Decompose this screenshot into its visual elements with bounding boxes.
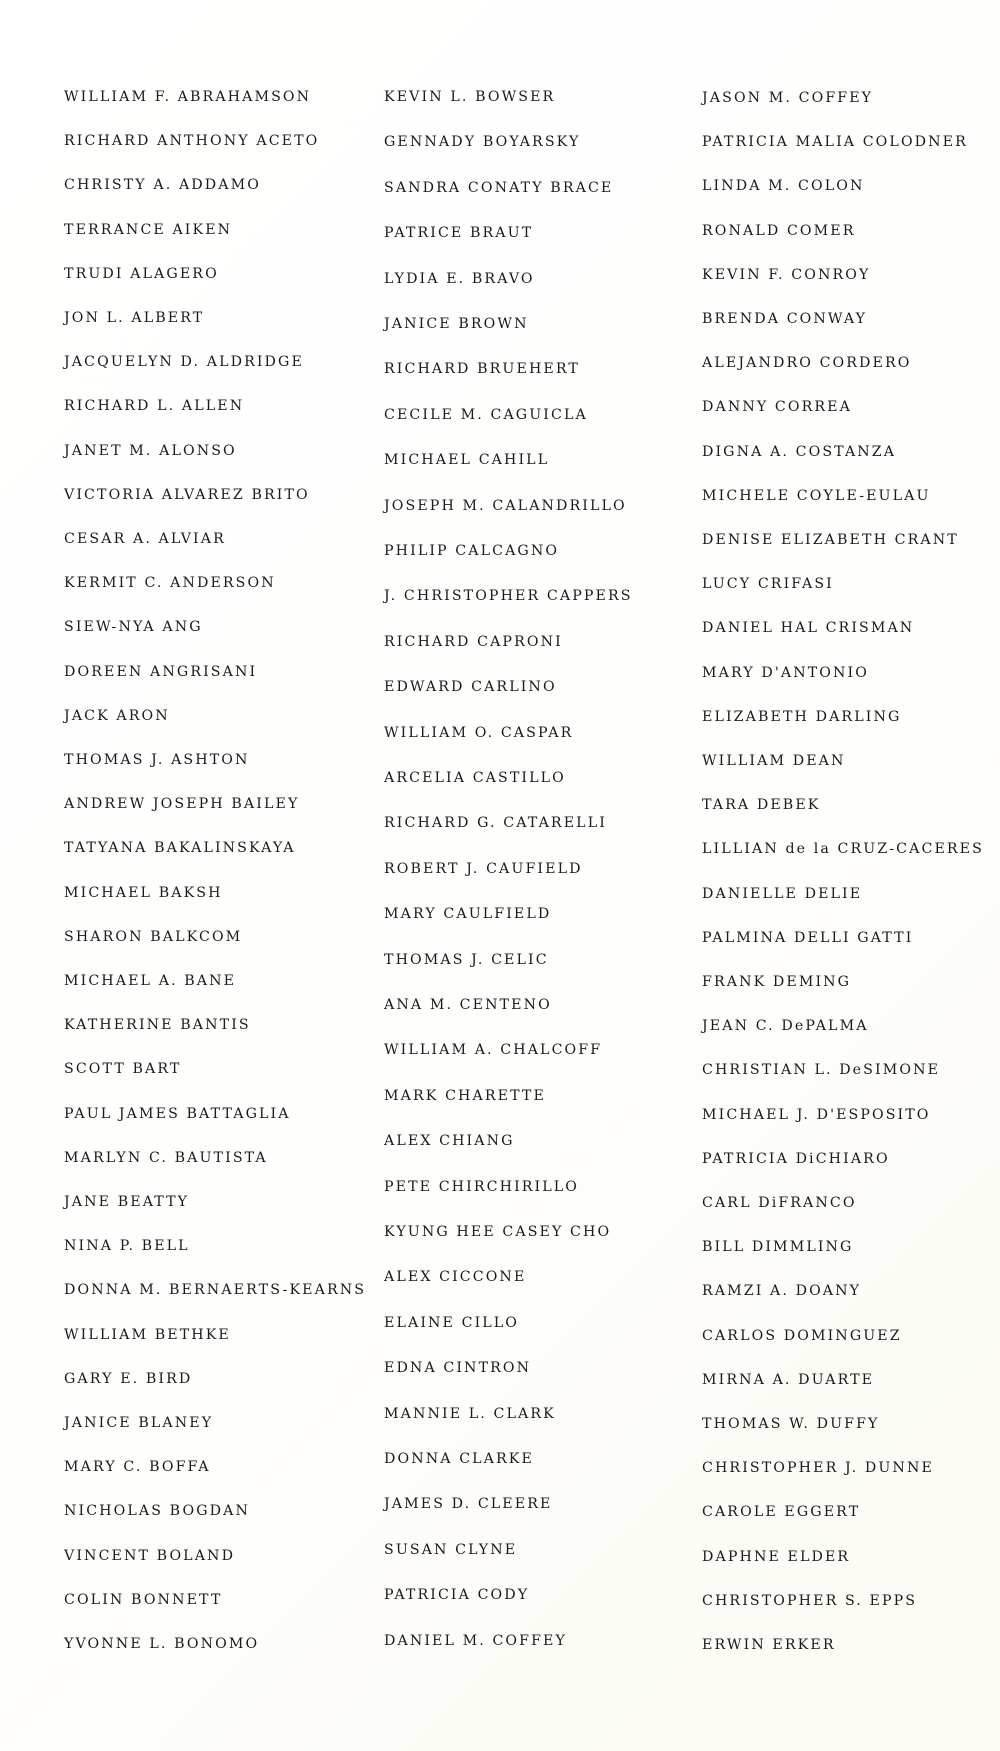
name-entry: MARY C. BOFFA [64, 1459, 211, 1475]
name-entry: NINA P. BELL [64, 1238, 190, 1254]
name-entry: VICTORIA ALVAREZ BRITO [64, 487, 310, 503]
name-entry: JANICE BROWN [384, 316, 529, 332]
name-entry: MICHAEL A. BANE [64, 973, 237, 989]
name-entry: COLIN BONNETT [64, 1592, 223, 1608]
name-entry: DONNA M. BERNAERTS-KEARNS [64, 1282, 367, 1298]
name-entry: J. CHRISTOPHER CAPPERS [384, 588, 633, 604]
name-entry: DANNY CORREA [702, 399, 852, 415]
name-entry: SHARON BALKCOM [64, 929, 243, 945]
name-entry: TARA DEBEK [702, 797, 821, 813]
name-entry: BRENDA CONWAY [702, 311, 868, 327]
name-entry: MANNIE L. CLARK [384, 1406, 556, 1422]
name-entry: CHRISTY A. ADDAMO [64, 177, 261, 193]
name-entry: ANA M. CENTENO [384, 997, 552, 1013]
name-entry: PATRICE BRAUT [384, 225, 534, 241]
name-entry: JACK ARON [64, 708, 170, 724]
name-entry: JACQUELYN D. ALDRIDGE [64, 354, 304, 370]
name-entry: JASON M. COFFEY [702, 90, 874, 106]
name-entry: RICHARD BRUEHERT [384, 361, 580, 377]
name-entry: CHRISTOPHER S. EPPS [702, 1593, 918, 1609]
name-entry: PHILIP CALCAGNO [384, 543, 560, 559]
name-entry: ELAINE CILLO [384, 1315, 520, 1331]
name-entry: DANIELLE DELIE [702, 886, 863, 902]
name-entry: CAROLE EGGERT [702, 1504, 861, 1520]
name-entry: KYUNG HEE CASEY CHO [384, 1224, 612, 1240]
name-entry: RICHARD ANTHONY ACETO [64, 133, 320, 149]
name-entry: CHRISTOPHER J. DUNNE [702, 1460, 934, 1476]
name-entry: YVONNE L. BONOMO [64, 1636, 260, 1652]
name-entry: PATRICIA DiCHIARO [702, 1151, 890, 1167]
name-entry: DENISE ELIZABETH CRANT [702, 532, 959, 548]
name-entry: PAUL JAMES BATTAGLIA [64, 1106, 291, 1122]
name-entry: DANIEL HAL CRISMAN [702, 620, 915, 636]
name-entry: SIEW-NYA ANG [64, 619, 203, 635]
name-entry: ALEX CICCONE [384, 1269, 527, 1285]
name-entry: THOMAS J. CELIC [384, 952, 549, 968]
name-entry: MIRNA A. DUARTE [702, 1372, 875, 1388]
name-entry: JOSEPH M. CALANDRILLO [384, 498, 627, 514]
name-entry: MARK CHARETTE [384, 1088, 546, 1104]
name-entry: ANDREW JOSEPH BAILEY [64, 796, 300, 812]
name-entry: MARY D'ANTONIO [702, 665, 869, 681]
name-entry: PATRICIA CODY [384, 1587, 530, 1603]
name-entry: JANET M. ALONSO [64, 443, 237, 459]
name-entry: DIGNA A. COSTANZA [702, 444, 897, 460]
name-entry: DOREEN ANGRISANI [64, 664, 258, 680]
name-entry: MICHAEL J. D'ESPOSITO [702, 1107, 931, 1123]
name-entry: VINCENT BOLAND [64, 1548, 236, 1564]
name-entry: ARCELIA CASTILLO [384, 770, 566, 786]
name-entry: EDWARD CARLINO [384, 679, 557, 695]
name-entry: KATHERINE BANTIS [64, 1017, 251, 1033]
name-entry: NICHOLAS BOGDAN [64, 1503, 250, 1519]
name-entry: PATRICIA MALIA COLODNER [702, 134, 968, 150]
name-entry: PALMINA DELLI GATTI [702, 930, 914, 946]
name-entry: GENNADY BOYARSKY [384, 134, 581, 150]
name-entry: TRUDI ALAGERO [64, 266, 219, 282]
name-entry: LYDIA E. BRAVO [384, 271, 535, 287]
name-entry: EDNA CINTRON [384, 1360, 532, 1376]
name-entry: FRANK DEMING [702, 974, 852, 990]
name-entry: MICHELE COYLE-EULAU [702, 488, 931, 504]
name-entry: RAMZI A. DOANY [702, 1283, 862, 1299]
name-entry: WILLIAM DEAN [702, 753, 846, 769]
name-entry: MARY CAULFIELD [384, 906, 552, 922]
name-entry: DONNA CLARKE [384, 1451, 534, 1467]
name-entry: BILL DIMMLING [702, 1239, 854, 1255]
name-entry: CECILE M. CAGUICLA [384, 407, 588, 423]
name-entry: THOMAS J. ASHTON [64, 752, 250, 768]
name-entry: THOMAS W. DUFFY [702, 1416, 880, 1432]
name-entry: ALEJANDRO CORDERO [702, 355, 912, 371]
name-entry: KEVIN L. BOWSER [384, 89, 556, 105]
name-entry: SUSAN CLYNE [384, 1542, 518, 1558]
name-entry: TATYANA BAKALINSKAYA [64, 840, 296, 856]
name-entry: JEAN C. DePALMA [702, 1018, 869, 1034]
name-entry: RONALD COMER [702, 223, 856, 239]
name-entry: GARY E. BIRD [64, 1371, 193, 1387]
name-entry: TERRANCE AIKEN [64, 222, 233, 238]
name-entry: LUCY CRIFASI [702, 576, 834, 592]
name-entry: PETE CHIRCHIRILLO [384, 1179, 580, 1195]
name-entry: MARLYN C. BAUTISTA [64, 1150, 268, 1166]
name-entry: ERWIN ERKER [702, 1637, 836, 1653]
name-entry: CARLOS DOMINGUEZ [702, 1328, 902, 1344]
name-entry: JAMES D. CLEERE [384, 1496, 553, 1512]
name-entry: WILLIAM A. CHALCOFF [384, 1042, 603, 1058]
name-entry: DAPHNE ELDER [702, 1549, 851, 1565]
name-entry: RICHARD G. CATARELLI [384, 815, 607, 831]
name-entry: SANDRA CONATY BRACE [384, 180, 614, 196]
name-entry: KEVIN F. CONROY [702, 267, 871, 283]
name-entry: CESAR A. ALVIAR [64, 531, 226, 547]
name-entry: WILLIAM BETHKE [64, 1327, 231, 1343]
name-entry: JON L. ALBERT [64, 310, 205, 326]
name-entry: KERMIT C. ANDERSON [64, 575, 276, 591]
name-entry: WILLIAM F. ABRAHAMSON [64, 89, 312, 105]
name-entry: LILLIAN de la CRUZ-CACERES [702, 841, 984, 857]
name-entry: MICHAEL BAKSH [64, 885, 223, 901]
name-entry: JANICE BLANEY [64, 1415, 214, 1431]
name-entry: RICHARD CAPRONI [384, 634, 563, 650]
name-entry: ROBERT J. CAUFIELD [384, 861, 583, 877]
name-entry: JANE BEATTY [64, 1194, 190, 1210]
name-entry: WILLIAM O. CASPAR [384, 725, 574, 741]
name-entry: RICHARD L. ALLEN [64, 398, 245, 414]
name-entry: CHRISTIAN L. DeSIMONE [702, 1062, 941, 1078]
name-entry: CARL DiFRANCO [702, 1195, 857, 1211]
name-entry: ELIZABETH DARLING [702, 709, 902, 725]
name-entry: DANIEL M. COFFEY [384, 1633, 567, 1649]
name-entry: SCOTT BART [64, 1061, 182, 1077]
name-entry: LINDA M. COLON [702, 178, 865, 194]
name-entry: MICHAEL CAHILL [384, 452, 550, 468]
name-entry: ALEX CHIANG [384, 1133, 515, 1149]
